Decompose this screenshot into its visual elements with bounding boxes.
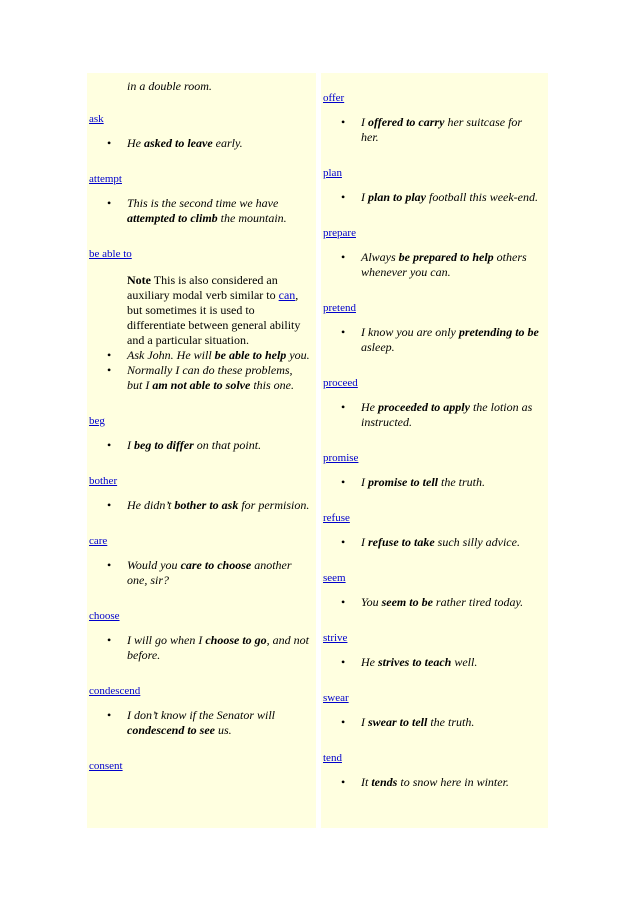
spacer xyxy=(321,730,548,751)
example-item xyxy=(87,196,316,226)
example-text: He xyxy=(361,655,378,669)
right-entries xyxy=(321,73,548,790)
verb-entry xyxy=(87,663,316,738)
example-list xyxy=(321,775,548,790)
example-list xyxy=(321,475,548,490)
verb-entry xyxy=(321,730,548,790)
verb-link-be-able-to[interactable]: be able to xyxy=(89,248,132,260)
example-verb-phrase: care to choose xyxy=(180,558,252,572)
verb-entry xyxy=(87,588,316,663)
verb-entry xyxy=(321,73,548,145)
verb-entry xyxy=(87,226,316,393)
example-text: early. xyxy=(212,136,243,150)
spacer xyxy=(321,610,548,631)
example-text: I xyxy=(361,715,368,729)
usage-note xyxy=(87,273,316,348)
example-list xyxy=(321,115,548,145)
example-item xyxy=(87,438,316,453)
example-text: I xyxy=(127,438,134,452)
example-item xyxy=(321,190,548,205)
spacer xyxy=(321,550,548,571)
example-list xyxy=(87,498,316,513)
verb-link-condescend[interactable]: condescend xyxy=(89,685,141,697)
verb-link-consent[interactable]: consent xyxy=(89,760,123,772)
example-list xyxy=(87,708,316,738)
example-verb-phrase: proceeded to apply xyxy=(378,400,470,414)
example-item xyxy=(321,775,548,790)
spacer xyxy=(87,738,316,759)
verb-entry xyxy=(321,205,548,280)
example-text: such silly advice. xyxy=(434,535,520,549)
verb-entry xyxy=(87,94,316,151)
spacer xyxy=(87,151,316,172)
spacer xyxy=(321,670,548,691)
example-list xyxy=(321,190,548,205)
example-item xyxy=(87,633,316,663)
example-text: It xyxy=(361,775,372,789)
example-item xyxy=(87,363,316,393)
example-list xyxy=(321,325,548,355)
verb-entry xyxy=(321,490,548,550)
example-text: the truth. xyxy=(438,475,485,489)
example-verb-phrase: tends xyxy=(371,775,398,789)
example-list xyxy=(321,715,548,730)
verb-entry xyxy=(87,453,316,513)
example-verb-phrase: choose to go xyxy=(205,633,267,647)
verb-entry xyxy=(321,355,548,430)
example-item xyxy=(321,325,548,355)
example-verb-phrase: am not able to solve xyxy=(152,378,251,392)
example-verb-phrase: seem to be xyxy=(381,595,433,609)
verb-link-pretend[interactable]: pretend xyxy=(323,302,356,314)
verb-entry xyxy=(321,550,548,610)
example-text: her suitcase for her. xyxy=(361,115,523,144)
example-text: Ask John. He will xyxy=(127,348,215,362)
example-text: I xyxy=(361,190,368,204)
example-item xyxy=(87,348,316,363)
example-text: for permision. xyxy=(238,498,310,512)
example-verb-phrase: offered to carry xyxy=(368,115,445,129)
example-verb-phrase: be prepared to help xyxy=(398,250,494,264)
note-text: , but sometimes it is used to differentiate between general ability and a particular situation. xyxy=(127,288,301,347)
example-list xyxy=(87,136,316,151)
example-text: football this week-end. xyxy=(426,190,538,204)
example-item xyxy=(321,715,548,730)
example-text: I xyxy=(361,115,368,129)
verb-link-beg[interactable]: beg xyxy=(89,415,105,427)
verb-link-tend[interactable]: tend xyxy=(323,752,342,764)
example-list xyxy=(87,558,316,588)
example-text: the truth. xyxy=(427,715,475,729)
example-verb-phrase: refuse to take xyxy=(368,535,435,549)
verb-entry xyxy=(321,280,548,355)
verb-link-strive[interactable]: strive xyxy=(323,632,348,644)
example-text: , and not before. xyxy=(127,633,310,662)
example-item xyxy=(87,136,316,151)
example-verb-phrase: strives to teach xyxy=(378,655,452,669)
example-list xyxy=(87,633,316,663)
spacer xyxy=(321,430,548,451)
verb-entry xyxy=(321,610,548,670)
example-text: I xyxy=(361,475,368,489)
right-column xyxy=(321,73,548,828)
example-text: the lotion as instructed. xyxy=(361,400,533,429)
verb-entry xyxy=(87,738,316,773)
spacer xyxy=(87,393,316,414)
note-label: Note xyxy=(127,273,151,287)
example-list xyxy=(321,595,548,610)
spacer xyxy=(321,145,548,166)
spacer xyxy=(87,588,316,609)
continuation-text: in a double room. xyxy=(127,79,212,93)
verb-link-offer[interactable]: offer xyxy=(323,92,345,104)
verb-link-promise[interactable]: promise xyxy=(323,452,359,464)
example-verb-phrase: bother to ask xyxy=(174,498,239,512)
example-verb-phrase: attempted to climb xyxy=(127,211,218,225)
example-item xyxy=(87,498,316,513)
spacer xyxy=(87,94,316,112)
verb-entry xyxy=(321,430,548,490)
example-verb-phrase: asked to leave xyxy=(144,136,213,150)
example-item xyxy=(321,535,548,550)
verb-link-refuse[interactable]: refuse xyxy=(323,512,350,524)
example-list xyxy=(321,250,548,280)
example-text: I xyxy=(361,535,368,549)
example-list xyxy=(87,348,316,393)
example-list xyxy=(87,438,316,453)
example-list xyxy=(321,655,548,670)
example-list xyxy=(87,196,316,226)
example-text: on that point. xyxy=(193,438,262,452)
example-text: He xyxy=(127,136,144,150)
example-text: to snow here in winter. xyxy=(397,775,509,789)
example-text: He xyxy=(361,400,378,414)
example-item xyxy=(321,400,548,430)
verb-entry xyxy=(321,145,548,205)
verb-entry xyxy=(321,670,548,730)
verb-link-proceed[interactable]: proceed xyxy=(323,377,358,389)
spacer xyxy=(87,453,316,474)
example-text: you. xyxy=(286,348,310,362)
verb-link-choose[interactable]: choose xyxy=(89,610,120,622)
example-text: You xyxy=(361,595,382,609)
verb-entry xyxy=(87,151,316,226)
verb-link-swear[interactable]: swear xyxy=(323,692,349,704)
example-text: asleep. xyxy=(361,340,395,354)
spacer xyxy=(87,226,316,247)
example-verb-phrase: plan to play xyxy=(368,190,427,204)
spacer xyxy=(321,205,548,226)
example-text: I know you are only xyxy=(361,325,459,339)
note-text: This is also considered an auxiliary modal verb similar to xyxy=(127,273,279,302)
example-text: rather tired today. xyxy=(432,595,524,609)
spacer xyxy=(87,663,316,684)
example-item xyxy=(321,115,548,145)
left-entries xyxy=(87,94,316,773)
example-item xyxy=(321,475,548,490)
example-verb-phrase: promise to tell xyxy=(368,475,438,489)
example-text: Would you xyxy=(127,558,181,572)
example-item xyxy=(321,655,548,670)
example-verb-phrase: condescend to see xyxy=(127,723,215,737)
verb-link-care[interactable]: care xyxy=(89,535,108,547)
example-item xyxy=(87,708,316,738)
verb-link-attempt[interactable]: attempt xyxy=(89,173,122,185)
example-list xyxy=(321,535,548,550)
verb-link-ask[interactable]: ask xyxy=(89,113,104,125)
example-text: Always xyxy=(361,250,399,264)
example-text: the mountain. xyxy=(217,211,287,225)
example-verb-phrase: be able to help xyxy=(214,348,287,362)
spacer xyxy=(321,355,548,376)
verb-link-seem[interactable]: seem xyxy=(323,572,346,584)
spacer xyxy=(321,73,548,91)
example-text: I will go when I xyxy=(127,633,206,647)
verb-entry xyxy=(87,513,316,588)
verb-link-plan[interactable]: plan xyxy=(323,167,342,179)
example-text: He didn’t xyxy=(127,498,175,512)
example-text: us. xyxy=(214,723,232,737)
example-text: another one, sir? xyxy=(127,558,292,587)
note-link-can[interactable]: can xyxy=(278,288,296,302)
example-text: this one. xyxy=(250,378,295,392)
example-text: This is the second time we have xyxy=(127,196,279,210)
example-text: I don’t know if the Senator will xyxy=(127,708,275,722)
example-text: well. xyxy=(451,655,478,669)
example-item xyxy=(321,595,548,610)
spacer xyxy=(87,513,316,534)
example-verb-phrase: swear to tell xyxy=(368,715,428,729)
example-item xyxy=(321,250,548,280)
verb-entry xyxy=(87,393,316,453)
example-text: others whenever you can. xyxy=(361,250,527,279)
example-verb-phrase: beg to differ xyxy=(134,438,194,452)
example-list xyxy=(321,400,548,430)
example-item xyxy=(87,558,316,588)
verb-link-prepare[interactable]: prepare xyxy=(323,227,356,239)
left-column xyxy=(87,73,316,828)
example-text: Normally I can do these problems, but I xyxy=(127,363,293,392)
example-verb-phrase: pretending to be xyxy=(458,325,539,339)
spacer xyxy=(321,280,548,301)
verb-link-bother[interactable]: bother xyxy=(89,475,118,487)
spacer xyxy=(321,490,548,511)
